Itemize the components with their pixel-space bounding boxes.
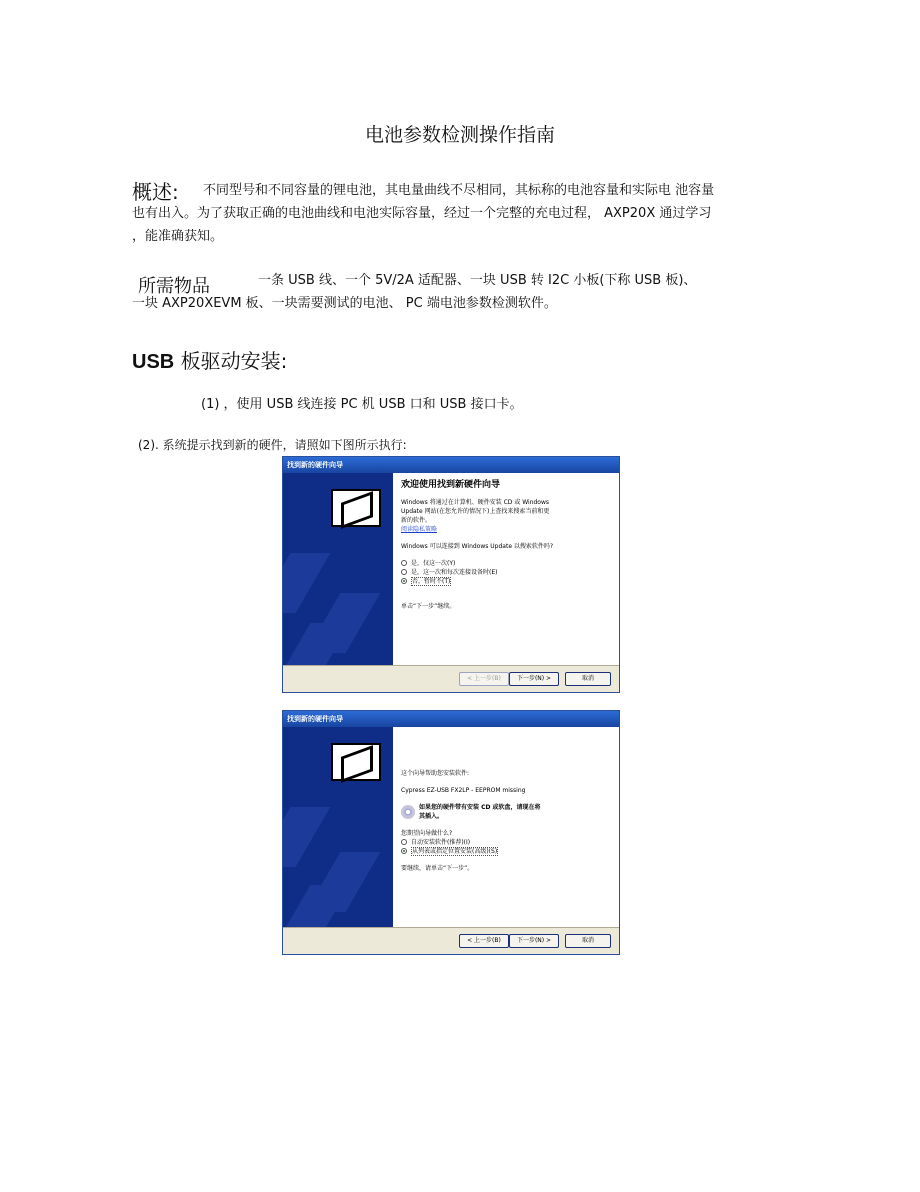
- cancel-button[interactable]: 取消: [565, 934, 611, 948]
- dialog1-desc-1: Windows 将通过在计算机、硬件安装 CD 或 Windows: [401, 499, 550, 506]
- dialog1-banner: [283, 473, 393, 668]
- dialog2-prompt: 要继续，请单击“下一步”。: [401, 865, 474, 872]
- overview-line-3: ，能准确获知。: [132, 229, 224, 244]
- dialog1-heading: 欢迎使用找到新硬件向导: [401, 480, 501, 490]
- overview-line-1: 不同型号和不同容量的锂电池，其电量曲线不尽相同，其标称的电池容量和实际电 池容量: [203, 183, 715, 198]
- hardware-wizard-icon: [331, 743, 381, 781]
- dialog1-prompt: 单击“下一步”继续。: [401, 603, 456, 610]
- wizard-dialog-2: [282, 710, 620, 955]
- dialog2-cd-line-2: 其插入。: [419, 813, 444, 820]
- dialog1-titlebar: 找到新的硬件向导: [283, 457, 619, 473]
- usb-driver-heading: [132, 345, 287, 374]
- dialog1-footer: [283, 665, 619, 692]
- dialog2-question: 您期望向导做什么?: [401, 830, 453, 837]
- radio-icon: [401, 839, 407, 845]
- option-yes-once[interactable]: 是，仅这一次(Y): [401, 559, 613, 568]
- document-title: 电池参数检测操作指南: [364, 124, 555, 146]
- wizard-dialog-1: [282, 456, 620, 693]
- dialog1-desc-2: Update 网站(在您允许的情况下)上查找来搜索当前和更: [401, 508, 550, 515]
- option-auto-install[interactable]: 自动安装软件(推荐)(I): [401, 838, 613, 847]
- dialog1-desc-3: 新的软件。: [401, 517, 432, 524]
- step-2: (2). 系统提示找到新的硬件，请照如下图所示执行:: [138, 438, 407, 452]
- back-button[interactable]: < 上一步(B): [459, 672, 509, 686]
- items-label: 所需物品: [138, 276, 210, 297]
- radio-icon: [401, 560, 407, 566]
- usb-heading-bold: USB: [132, 351, 175, 373]
- option-advanced-install[interactable]: 从列表或指定位置安装(高级)(S): [401, 847, 613, 856]
- dialog2-cd-line-1: 如果您的硬件带有安装 CD 或软盘，请现在将: [419, 804, 541, 811]
- hardware-wizard-icon: [331, 489, 381, 527]
- radio-selected-icon: [401, 848, 407, 854]
- radio-icon: [401, 569, 407, 575]
- items-line-2: 一块 AXP20XEVM 板、一块需要测试的电池、 PC 端电池参数检测软件。: [132, 296, 557, 311]
- dialog2-footer: [283, 927, 619, 954]
- radio-selected-icon: [401, 578, 407, 584]
- dialog2-cd-note: [401, 803, 613, 821]
- dialog2-titlebar: 找到新的硬件向导: [283, 711, 619, 727]
- usb-heading-rest: 板驱动安装:: [174, 349, 288, 373]
- device-name: Cypress EZ-USB FX2LP - EEPROM missing: [401, 787, 526, 794]
- overview-line-2: 也有出入。为了获取正确的电池曲线和电池实际容量，经过一个完整的充电过程， AXP20X 通过学习: [132, 206, 712, 221]
- option-no[interactable]: 否，暂时不(T): [401, 577, 613, 586]
- cd-icon: [401, 805, 415, 819]
- option-yes-always[interactable]: 是，这一次和每次连接设备时(E): [401, 568, 613, 577]
- dialog2-line-1: 这个向导帮助您安装软件:: [401, 770, 470, 777]
- items-line-1: 一条 USB 线、一个 5V/2A 适配器、一块 USB 转 I2C 小板(下称 USB 板)、: [258, 273, 697, 288]
- dialog1-question: Windows 可以连接到 Windows Update 以搜索软件吗?: [401, 543, 554, 550]
- privacy-policy-link[interactable]: 阅读隐私策略: [401, 526, 438, 533]
- dialog2-banner: [283, 727, 393, 930]
- cancel-button[interactable]: 取消: [565, 672, 611, 686]
- step-1: (1) ，使用 USB 线连接 PC 机 USB 口和 USB 接口卡。: [201, 397, 523, 412]
- back-button[interactable]: < 上一步(B): [459, 934, 509, 948]
- next-button[interactable]: 下一步(N) >: [509, 672, 559, 686]
- overview-label: 概述:: [132, 180, 179, 204]
- next-button[interactable]: 下一步(N) >: [509, 934, 559, 948]
